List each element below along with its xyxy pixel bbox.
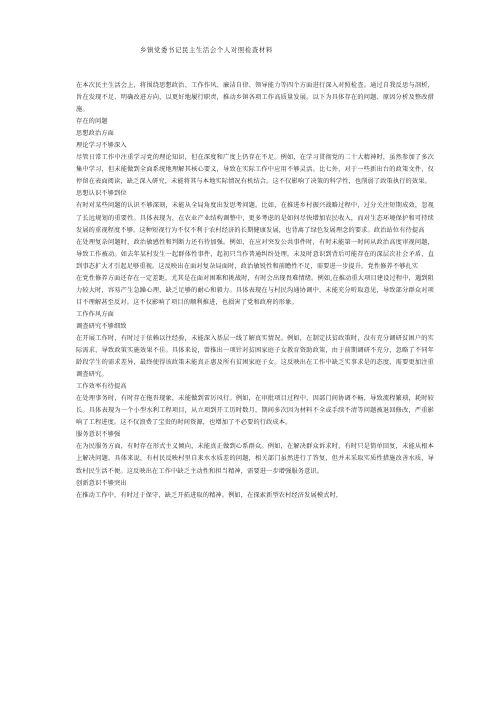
subsection-heading: 调查研究不够细致: [76, 322, 127, 330]
subsection-heading: 理论学习不够深入: [76, 142, 127, 150]
paragraph: 在开展工作时，有时过于依赖以往经验，未能深入基层一线了解真实情况。例如，在制定扶贫政策时，没有充分调研贫困户的实际需求，导致政策实施效果不佳。具体来说，曾推出一项针对贫困家庭子女教育资助政策，由于前期调研不充分，忽略了不同年龄段学生的需求差异，最终使得该政策未能真正惠及所有贫困家庭子女。这反映出在工作中缺乏实事求是的态度，需要更加注重调查研究。: [76, 334, 434, 379]
subsection-heading: 服务意识不够强: [76, 431, 121, 439]
section-heading: 存在的问题: [76, 118, 108, 126]
subsection-heading: 工作效率有待提高: [76, 383, 127, 391]
paragraph: 在处理事务时，有时存在拖沓现象，未能做到雷厉风行。例如，在审批项目过程中，因部门间协调不畅，导致流程繁琐，耗时较长。具体表现为一个小型水利工程项目，从立项到开工历时数月，期间多次因为材料不全或手续不清等问题被退回修改，严重影响了工程进度。这不仅浪费了宝贵的时间资源，也增加了不必要的行政成本。: [76, 395, 434, 427]
subsection-heading: 思想认识不够到位: [76, 190, 127, 198]
paragraph: 在为民服务方面，有时存在形式主义倾向，未能真正做到心系群众。例如，在解决群众诉求时，有时只是简单回复，未能从根本上解决问题。具体来说，有村民反映村里自来水水质差的问题，相关部门虽然进行了答复，但并未采取实质性措施改善水质，导致村民生活不便。这反映出在工作中缺乏主动性和担当精神，需要进一步增强服务意识。: [76, 443, 434, 475]
document-body: [76, 80, 434, 502]
paragraph: 在处理复杂问题时，政治敏感性和判断力还有待加强。例如，在应对突发公共事件时，有时未能第一时间从政治高度审视问题，导致工作被动。如去年某村发生一起群体性事件，起初只当作普通纠纷处理，未及时意识到背后可能存在的深层次社会矛盾，直到事态扩大才引起足够重视。这反映出在面对复杂局面时，政治敏锐性和前瞻性不足，需要进一步提升。党性修养不够扎实: [76, 238, 434, 270]
subsection-heading: 创新意识不够突出: [76, 479, 127, 487]
section-heading: 工作作风方面: [76, 310, 115, 318]
paragraph: 尽管日常工作中注重学习党的理论知识，但在深度和广度上仍存在不足。例如，在学习贯彻党的二十大精神时，虽然参加了多次集中学习，但未能做到全面系统地理解其核心要义，导致在实际工作中应用不够灵活。比七外，对于一些新出台的政策文件，仅停留在表面阅读，缺乏深入研究，未能将其与本地实际情况有机结合。这不仅影响了决策的科学性，也削弱了政策执行的效果。: [76, 154, 434, 186]
paragraph: 在党性修养方面还存在一定差距，尤其是在面对困难和挑战时，有时会出现畏难情绪。例如,在推动重大项目建设过程中，遇到阻力较大时，容易产生急躁心理，缺乏足够的耐心和毅力。具体表现在与村民沟通协调中，未能充分听取意见，导致部分群众对项目不理解甚至反对。这不仅影响了项目的顺利推进，也损害了党和政府的形象。: [76, 274, 434, 306]
section-heading: 思想政治方面: [76, 130, 115, 138]
paragraph: 有时对某些问题的认识不够深刻，未能从全局角度出发思考问题。比如，在推进乡村振兴战略过程中，过分关注短期成效，忽视了长远规划的重要性。具体表现为，在农业产业结构调整中，更多考虑的是如何尽快增加农民收入，而对生态环境保护和可持续发展的重视程度不够。这种短视行为不仅不利于农村经济的长期健康发展，也背离了绿色发展理念的要求。政治站位有待提高: [76, 202, 434, 234]
intro-paragraph: 在本次民主生活会上，将围绕思想政治、工作作风、廉洁自律、领导能力等四个方面进行深入对照检查。通过自我反思与剖析，旨在发现不足、明确改进方向，以更好地履行职责，推动乡镇各项工作高质量发展。以下为具体存在的问题、原因分析及整改措施。: [76, 82, 434, 114]
document-title: 乡镇党委书记民主生活会个人对照检查材料: [140, 46, 273, 54]
paragraph: 在推动工作中，有时过于保守，缺乏开拓进取的精神。例如，在探索新型农村经济发展模式时，: [76, 491, 343, 499]
